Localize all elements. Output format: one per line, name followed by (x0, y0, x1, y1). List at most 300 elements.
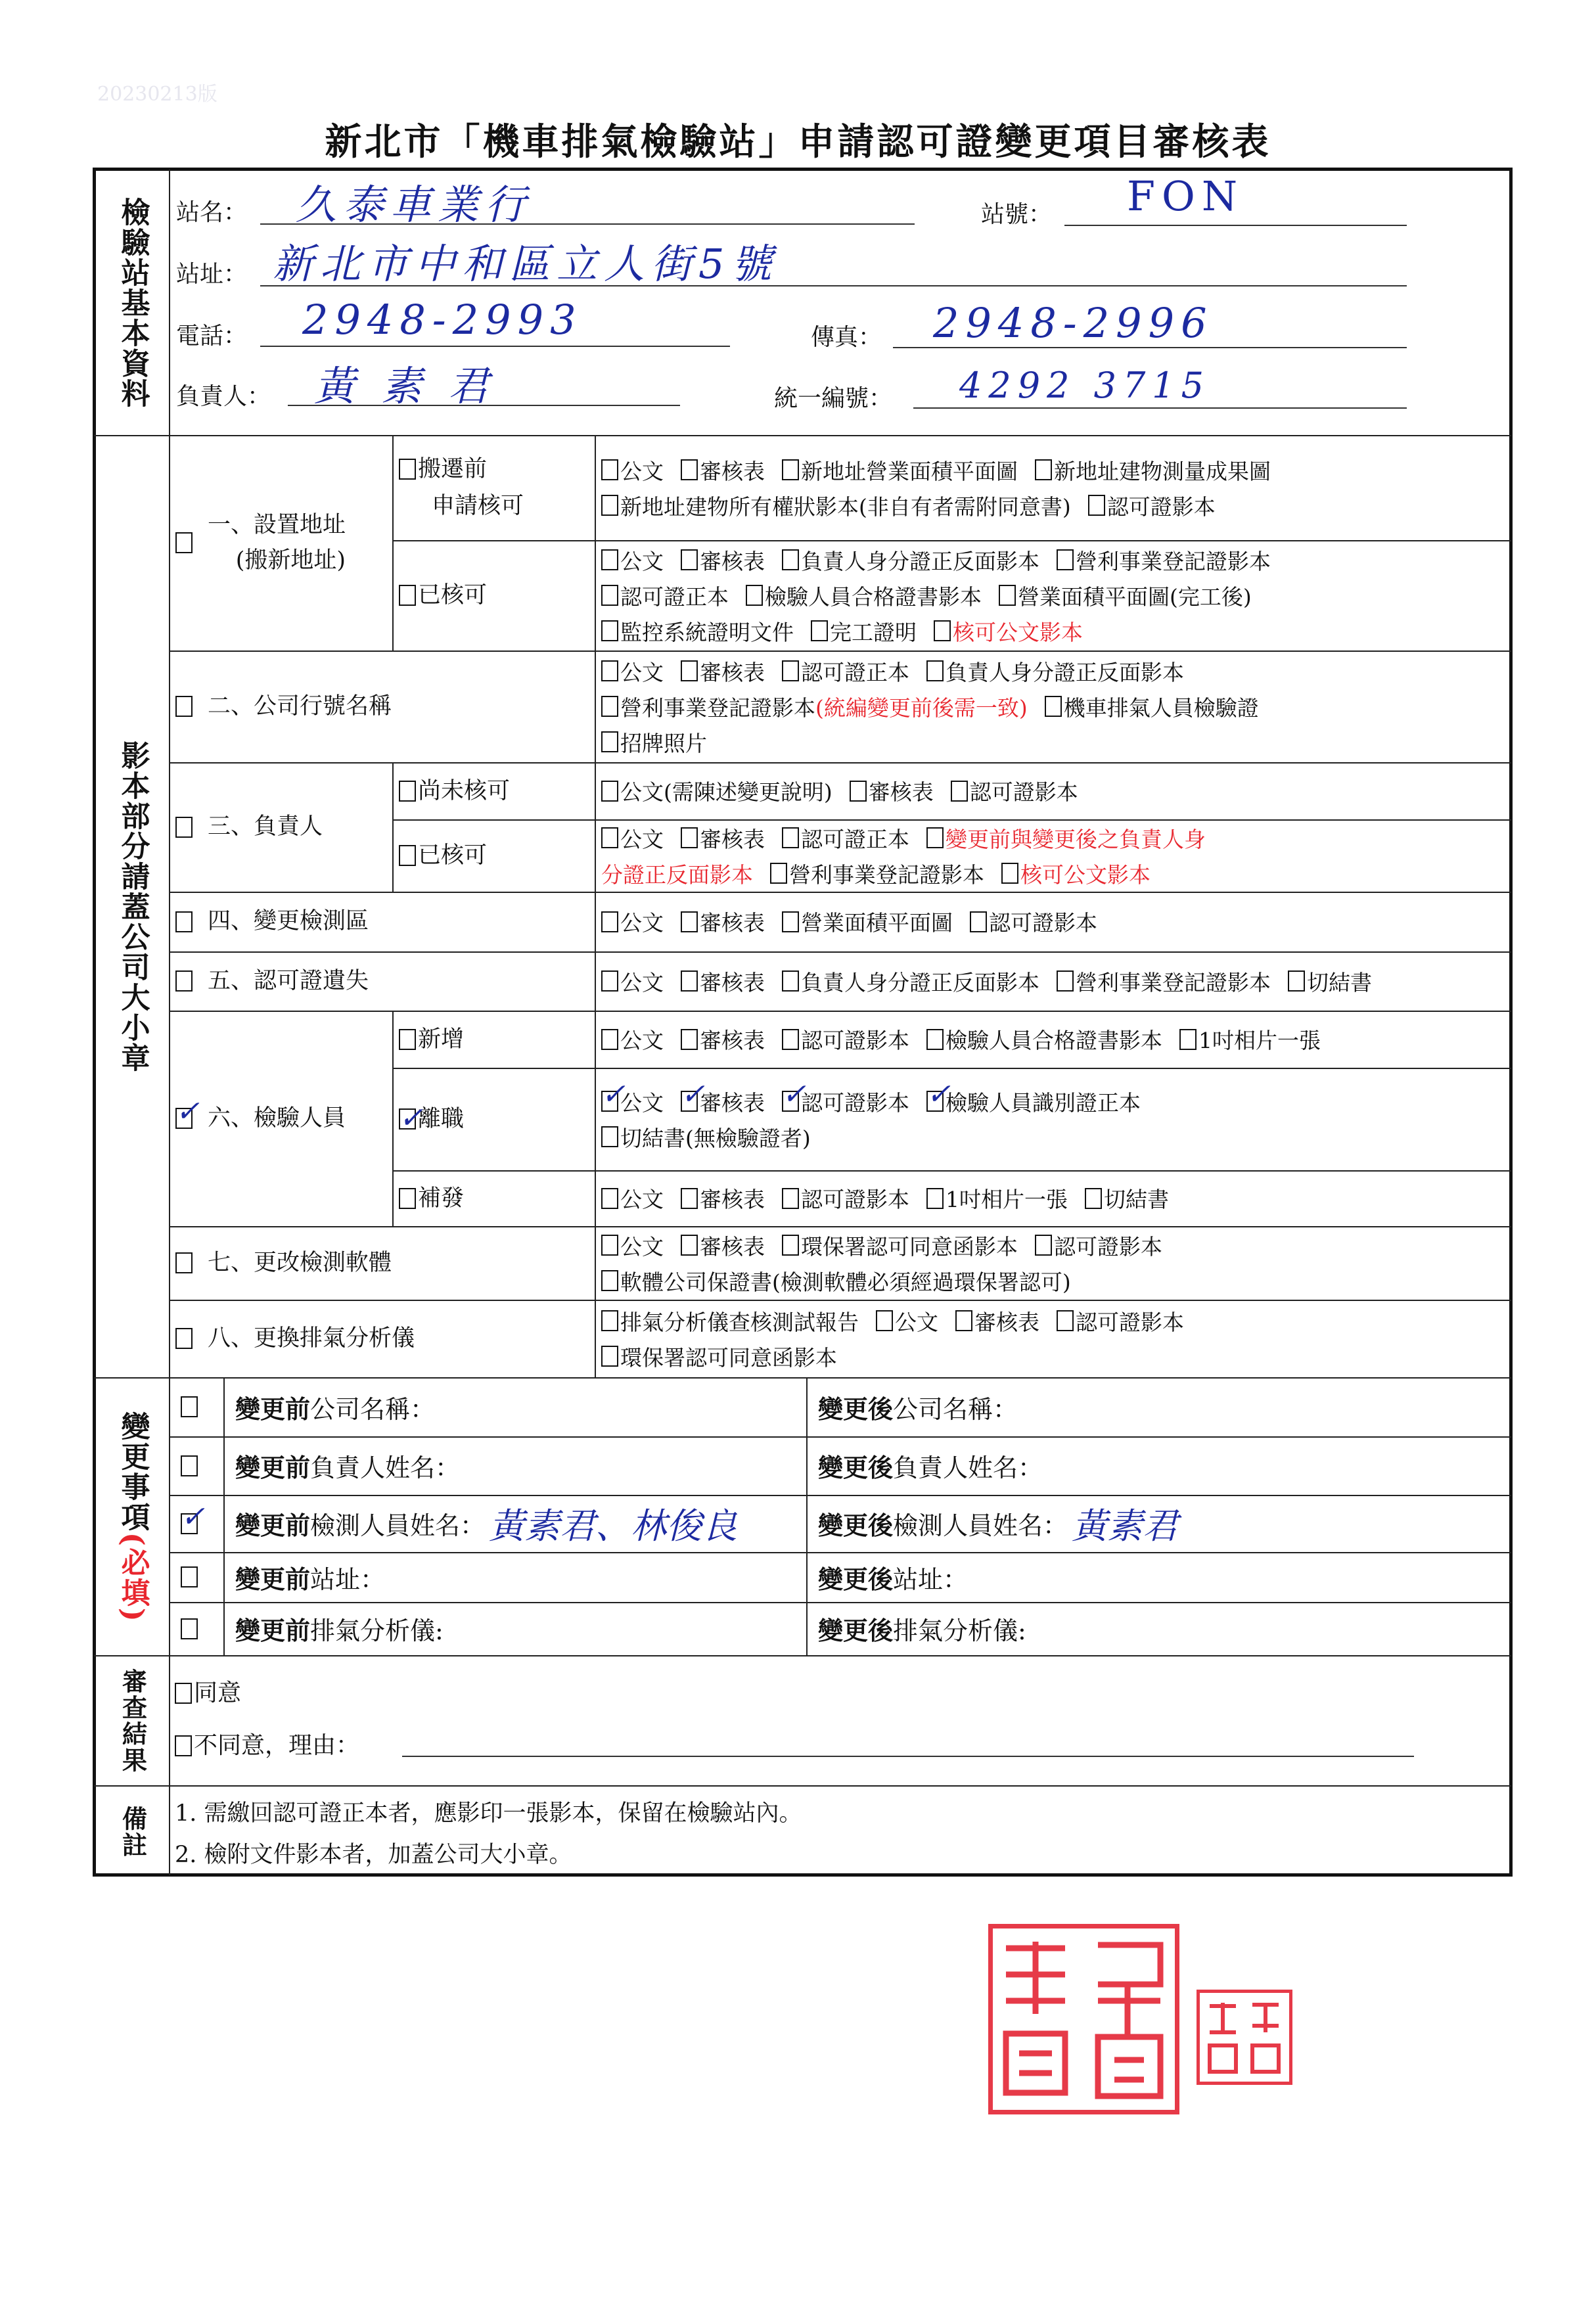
checklist-item-label: 1吋相片一張 (946, 1187, 1068, 1212)
required-label: (必填) (116, 1532, 150, 1623)
change-after-field[interactable] (806, 1552, 1511, 1602)
checklist-item-label: 切結書(無檢驗證者) (620, 1125, 811, 1151)
tax-id-field[interactable]: 4292 3715 (959, 365, 1211, 406)
checklist-item-label: 檢驗人員識別證正本 (946, 1089, 1141, 1116)
checkbox[interactable] (876, 1310, 893, 1331)
checklist-item-label: 檢驗人員合格證書影本 (765, 583, 982, 610)
checklist-item-label: 機車排氣人員檢驗證 (1063, 695, 1259, 721)
checklist-item[interactable] (601, 691, 1028, 722)
checklist-item[interactable] (681, 1024, 765, 1055)
checklist-item[interactable] (681, 1230, 765, 1261)
change-after-label: 站址： (893, 1564, 969, 1594)
checklist-item[interactable] (1179, 1024, 1321, 1055)
checkbox[interactable] (955, 1310, 972, 1331)
agree-option[interactable] (175, 1674, 241, 1708)
checkbox[interactable] (1088, 495, 1105, 516)
checklist-item[interactable] (601, 1306, 859, 1336)
checklist (595, 1300, 1511, 1377)
checklist-item[interactable] (770, 858, 984, 889)
checklist (595, 1011, 1511, 1068)
checkbox[interactable] (601, 620, 618, 641)
checkbox[interactable] (681, 970, 698, 992)
checklist-item[interactable] (926, 656, 1184, 687)
checkbox[interactable] (1057, 970, 1074, 992)
station-name-field[interactable]: 久泰車業行 (296, 181, 533, 229)
sub-checkbox[interactable] (399, 1029, 416, 1050)
checklist-line (601, 488, 1511, 523)
row-label-line: 七、更改檢測軟體 (208, 1249, 392, 1276)
checklist-item-label: 新地址建物所有權狀影本(非自有者需附同意書) (620, 493, 1071, 520)
checkbox[interactable] (681, 1235, 698, 1256)
checklist-item-label: 變更前與變更後之負責人身 (946, 826, 1206, 852)
checklist-item[interactable] (926, 1024, 1162, 1055)
change-after-field[interactable] (806, 1377, 1511, 1436)
checklist-item[interactable] (1035, 455, 1271, 486)
section-label-basic: 檢驗站基本資料 (116, 197, 150, 409)
checklist-item-label: 負責人身分證正反面影本 (801, 548, 1039, 574)
checklist-item-label: 公文 (620, 969, 664, 995)
disagree-option[interactable] (175, 1727, 359, 1760)
checklist-line (601, 820, 1511, 856)
disagree-checkbox[interactable] (175, 1735, 192, 1756)
sub-option[interactable] (392, 1068, 595, 1170)
change-before-field[interactable] (223, 1436, 806, 1495)
checklist (595, 435, 1511, 540)
checklist-item[interactable] (601, 580, 729, 611)
doc-row-3[interactable] (169, 762, 392, 892)
checklist-item[interactable] (1288, 966, 1372, 997)
checklist-item[interactable] (782, 1230, 1018, 1261)
sub-checkbox[interactable] (399, 459, 416, 480)
change-row-checkbox-cell[interactable] (169, 1552, 223, 1602)
checklist-item[interactable] (601, 1024, 664, 1055)
checkbox[interactable] (601, 585, 618, 606)
row-label-line: 六、檢驗人員 (208, 1105, 346, 1131)
checklist-item-label: 審核表 (700, 1233, 765, 1260)
checklist-item-label: 認可證影本 (1054, 1233, 1162, 1260)
sub-option-line (399, 1021, 595, 1058)
checklist-item-label: 切結書 (1104, 1187, 1169, 1212)
sub-option-label: 離職 (418, 1106, 465, 1132)
checkbox[interactable] (681, 660, 698, 681)
row-label-line: 五、認可證遺失 (208, 967, 369, 994)
checklist-item[interactable] (811, 616, 917, 647)
checkbox[interactable] (601, 827, 618, 848)
checklist-item[interactable] (601, 1266, 1071, 1296)
checkbox[interactable] (850, 781, 867, 802)
sub-option[interactable] (392, 762, 595, 819)
checkbox[interactable] (601, 731, 618, 752)
checkbox[interactable] (926, 1188, 944, 1209)
section-label-copies: 影本部分請蓋公司大小章 (116, 741, 150, 1073)
checkbox[interactable] (681, 549, 698, 570)
row-checkbox[interactable] (175, 817, 193, 838)
checkbox[interactable] (782, 827, 799, 848)
checkbox[interactable] (601, 1235, 618, 1256)
row-checkbox[interactable] (175, 911, 193, 932)
checklist-item-label: 營利事業登記證影本 (1076, 548, 1271, 574)
checkbox[interactable] (782, 911, 799, 932)
checkbox[interactable] (681, 1029, 698, 1050)
row-label (208, 1245, 392, 1281)
checklist-item-label: 負責人身分證正反面影本 (946, 659, 1184, 685)
checklist (595, 1068, 1511, 1170)
checklist-item-label: 認可證正本 (801, 826, 909, 852)
checkbox[interactable] (746, 585, 763, 606)
station-no-label: 站號： (981, 201, 1053, 228)
disagree-label: 不同意，理由： (194, 1732, 360, 1759)
checklist-item[interactable] (601, 545, 664, 576)
checklist (595, 1226, 1511, 1300)
checklist-item[interactable] (601, 727, 707, 758)
checkbox[interactable] (782, 660, 799, 681)
change-row-checkbox-cell[interactable] (169, 1602, 223, 1655)
change-after-label: 負責人姓名： (893, 1453, 1043, 1482)
checklist-line (601, 578, 1511, 613)
checklist-item[interactable] (970, 906, 1097, 937)
checkbox[interactable] (782, 1091, 799, 1112)
note-1: 1. 需繳回認可證正本者，應影印一張影本，保留在檢驗站內。 (175, 1800, 802, 1827)
change-checkbox[interactable] (181, 1566, 198, 1587)
checklist-item[interactable] (782, 823, 909, 854)
change-before-prefix: 變更前 (235, 1511, 311, 1540)
change-after-prefix: 變更後 (818, 1394, 894, 1424)
checklist-item[interactable] (782, 1183, 909, 1214)
change-checkbox[interactable] (181, 1396, 198, 1417)
row-checkbox[interactable] (175, 1108, 193, 1129)
doc-row-2[interactable] (169, 650, 595, 762)
change-before-label: 排氣分析儀: (310, 1616, 444, 1645)
checklist-item[interactable] (1085, 1183, 1169, 1214)
row-checkbox[interactable] (175, 1328, 193, 1349)
row-label-line: 三、負責人 (208, 813, 323, 840)
sub-option[interactable] (392, 435, 595, 540)
change-row-checkbox-cell[interactable] (169, 1377, 223, 1436)
checklist-item-label: 審核表 (700, 1028, 765, 1053)
checkbox[interactable] (934, 620, 951, 641)
checklist-item[interactable] (601, 1086, 664, 1117)
checklist-item[interactable] (926, 1183, 1068, 1214)
change-before-field[interactable] (223, 1552, 806, 1602)
checklist-item[interactable] (926, 823, 1206, 854)
checkbox[interactable] (1045, 696, 1062, 717)
checkbox[interactable] (601, 1310, 618, 1331)
checkbox[interactable] (926, 1091, 944, 1112)
checklist-item[interactable] (926, 1086, 1141, 1117)
sub-option-label: 已核可 (418, 842, 488, 869)
row-label-line: (搬新地址) (235, 547, 346, 574)
phone-field[interactable]: 2948-2993 (302, 296, 583, 344)
checklist-item-label: 公文 (620, 1233, 664, 1260)
change-row-checkbox-cell[interactable] (169, 1495, 223, 1552)
sub-checkbox[interactable] (399, 845, 416, 866)
checkbox[interactable] (782, 1235, 799, 1256)
doc-row-5[interactable] (169, 951, 595, 1011)
checkbox[interactable] (601, 1029, 618, 1050)
checkbox[interactable] (926, 660, 944, 681)
checklist-item[interactable] (1001, 858, 1151, 889)
checklist-line (601, 1263, 1511, 1298)
row-checkbox[interactable] (175, 532, 193, 553)
checklist-item-label: 核可公文影本 (953, 619, 1083, 645)
change-checkbox[interactable] (181, 1618, 198, 1639)
checklist-item[interactable] (601, 775, 832, 806)
doc-row-1[interactable] (169, 435, 392, 650)
checklist-line (601, 1181, 1511, 1216)
checklist (595, 650, 1511, 762)
checklist-item[interactable] (1057, 966, 1271, 997)
agree-checkbox[interactable] (175, 1683, 192, 1704)
change-after-field[interactable] (806, 1436, 1511, 1495)
sub-checkbox[interactable] (399, 1188, 416, 1209)
checkbox[interactable] (601, 1126, 618, 1147)
checklist-item[interactable] (876, 1306, 938, 1336)
checklist-item[interactable] (934, 616, 1083, 647)
sub-option[interactable] (392, 1170, 595, 1226)
sub-option-label: 已核可 (418, 582, 488, 608)
sub-option-label: 搬遷前 (418, 456, 488, 482)
checklist-item-label: 公文 (620, 458, 664, 484)
checklist-item[interactable] (1035, 1230, 1162, 1261)
checkbox[interactable] (601, 1346, 618, 1367)
address-label: 站址： (176, 261, 248, 288)
checkbox[interactable] (1288, 970, 1305, 992)
checkbox[interactable] (601, 970, 618, 992)
checklist-item-label: 審核表 (700, 458, 765, 484)
change-before-label: 公司名稱： (310, 1394, 436, 1424)
row-label (208, 1321, 415, 1356)
checklist-item-label: 營利事業登記證影本 (789, 861, 984, 888)
checklist-item-label: 排氣分析儀查核測試報告 (620, 1309, 859, 1335)
checklist-item[interactable] (601, 490, 1071, 521)
checkbox[interactable] (681, 827, 698, 848)
checklist-item[interactable] (782, 656, 909, 687)
row-checkbox[interactable] (175, 970, 193, 992)
checklist-item-label: 認可證影本 (801, 1089, 909, 1116)
checklist-item-label: 公文 (620, 659, 664, 685)
owner-field[interactable]: 黃素君 (314, 362, 516, 410)
sub-option-line (399, 1101, 595, 1137)
checkbox[interactable] (999, 585, 1016, 606)
checkbox[interactable] (681, 911, 698, 932)
checklist-item[interactable] (601, 1122, 811, 1152)
change-before-label: 檢測人員姓名： (310, 1511, 486, 1540)
checkbox[interactable] (770, 863, 787, 884)
checkbox[interactable] (1035, 459, 1052, 480)
checkbox[interactable] (782, 1029, 799, 1050)
checklist-item[interactable] (955, 1306, 1039, 1336)
checklist-item[interactable] (601, 966, 664, 997)
checklist-line (601, 1303, 1511, 1338)
checkbox[interactable] (601, 549, 618, 570)
change-after-prefix: 變更後 (818, 1616, 894, 1645)
checklist-item[interactable] (681, 455, 765, 486)
change-before-field[interactable] (223, 1602, 806, 1655)
checklist-item[interactable] (782, 966, 1039, 997)
checklist-item-label: 公文 (620, 1089, 664, 1116)
checklist (595, 951, 1511, 1011)
checklist-line (601, 963, 1511, 999)
checklist-item[interactable] (1057, 1306, 1184, 1336)
checkbox[interactable] (782, 549, 799, 570)
reason-field[interactable] (402, 1756, 1414, 1757)
checklist-item[interactable] (601, 823, 664, 854)
changes-label: 變更事項 (116, 1411, 150, 1532)
sub-option[interactable] (392, 819, 595, 892)
checklist-item-label: 審核表 (700, 1089, 765, 1116)
checkbox[interactable] (811, 620, 828, 641)
checklist-item-label: 認可證影本 (969, 779, 1078, 805)
sub-option[interactable] (392, 1011, 595, 1068)
checklist-item[interactable] (601, 455, 664, 486)
checklist-item[interactable] (601, 616, 794, 647)
row-label-line: 一、設置地址 (208, 511, 346, 538)
doc-row-4[interactable] (169, 892, 595, 951)
checklist-item[interactable] (951, 775, 1078, 806)
section-label-changes (96, 1379, 169, 1655)
checkbox[interactable] (782, 459, 799, 480)
checkbox[interactable] (681, 1091, 698, 1112)
checkbox[interactable] (601, 1270, 618, 1291)
checkbox[interactable] (601, 696, 618, 717)
change-after-value: 黃素君 (1072, 1505, 1179, 1547)
change-before-prefix: 變更前 (235, 1616, 311, 1645)
row-label (208, 809, 323, 844)
change-after-label: 檢測人員姓名： (893, 1511, 1068, 1540)
checklist-item[interactable] (601, 1183, 664, 1214)
checkbox[interactable] (970, 911, 987, 932)
checkbox[interactable] (782, 1188, 799, 1209)
sub-checkbox[interactable] (399, 781, 416, 802)
checklist-item[interactable] (1088, 490, 1216, 521)
checklist-item-label: 公文 (620, 548, 664, 574)
checkbox[interactable] (1057, 1310, 1074, 1331)
sub-checkbox[interactable] (399, 1108, 416, 1130)
checklist-item[interactable] (1045, 691, 1259, 722)
checkbox[interactable] (681, 459, 698, 480)
change-row-checkbox-cell[interactable] (169, 1436, 223, 1495)
checklist-item[interactable] (601, 906, 664, 937)
sub-option-label: 申請核可 (432, 493, 524, 519)
checkbox[interactable] (601, 1188, 618, 1209)
tax-id-label: 統一編號： (774, 385, 893, 412)
sub-checkbox[interactable] (399, 585, 416, 606)
checklist-item[interactable] (999, 580, 1252, 611)
change-after-field[interactable] (806, 1602, 1511, 1655)
checklist-item-label: 軟體公司保證書(檢測軟體必須經過環保署認可) (620, 1269, 1071, 1295)
checklist-item-note: (統編變更前後需一致) (815, 695, 1028, 721)
checklist-item[interactable] (782, 1024, 909, 1055)
row-checkbox[interactable] (175, 696, 193, 717)
checkbox[interactable] (1057, 549, 1074, 570)
checklist-item-label: 審核表 (700, 910, 765, 936)
change-after-prefix: 變更後 (818, 1453, 894, 1482)
checkbox[interactable] (601, 495, 618, 516)
checklist-item-label: 新地址營業面積平面圖 (801, 458, 1018, 484)
checkbox[interactable] (601, 660, 618, 681)
section-label-notes: 備註 (118, 1805, 148, 1858)
checkbox[interactable] (1035, 1235, 1052, 1256)
checklist-item-label: 審核表 (700, 1187, 765, 1212)
station-no-field[interactable]: FON (1127, 172, 1244, 220)
checkbox[interactable] (926, 827, 944, 848)
checkbox[interactable] (926, 1029, 944, 1050)
checklist-item[interactable] (681, 1086, 765, 1117)
checklist-item-label: 審核表 (974, 1309, 1039, 1335)
doc-row-7[interactable] (169, 1226, 595, 1300)
checklist-item-label: 公文(需陳述變更說明) (620, 779, 832, 805)
checklist-item-label: 認可證正本 (620, 583, 729, 610)
fax-field[interactable]: 2948-2996 (933, 299, 1214, 347)
row-checkbox[interactable] (175, 1252, 193, 1273)
checkbox[interactable] (601, 459, 618, 480)
checklist-item[interactable] (782, 906, 953, 937)
checkbox[interactable] (601, 911, 618, 932)
checkbox[interactable] (1001, 863, 1018, 884)
checkbox[interactable] (681, 1188, 698, 1209)
checklist-item[interactable] (681, 545, 765, 576)
doc-row-8[interactable] (169, 1300, 595, 1377)
checklist-item[interactable] (601, 656, 664, 687)
change-checkbox[interactable] (181, 1513, 198, 1534)
checklist-item[interactable] (681, 966, 765, 997)
checkbox[interactable] (601, 1091, 618, 1112)
checklist-item-label: 營業面積平面圖(完工後) (1018, 583, 1252, 610)
checklist-item[interactable] (681, 823, 765, 854)
checklist-item-label: 環保署認可同意函影本 (801, 1233, 1018, 1260)
checklist-item[interactable] (782, 1086, 909, 1117)
change-after-field[interactable] (806, 1495, 1511, 1552)
checklist-item[interactable] (601, 858, 753, 889)
checkbox[interactable] (601, 781, 618, 802)
change-after-label: 公司名稱： (893, 1394, 1018, 1424)
row-label-line: 二、公司行號名稱 (208, 693, 392, 719)
change-checkbox[interactable] (181, 1455, 198, 1476)
sub-option[interactable] (392, 540, 595, 650)
fax-label: 傳真： (811, 324, 882, 351)
address-field[interactable]: 新北市中和區立人街5號 (273, 240, 779, 288)
row-label-line: 八、更換排氣分析儀 (208, 1325, 415, 1352)
change-before-prefix: 變更前 (235, 1564, 311, 1594)
sub-option-line (399, 451, 595, 488)
checklist-item-label: 負責人身分證正反面影本 (801, 969, 1039, 995)
checklist-item[interactable] (782, 455, 1018, 486)
checklist-item[interactable] (601, 1341, 837, 1372)
checkbox[interactable] (782, 970, 799, 992)
checklist-item[interactable] (746, 580, 982, 611)
checklist-item[interactable] (601, 1230, 664, 1261)
checklist-item-label: 切結書 (1307, 969, 1372, 995)
checklist-item[interactable] (681, 1183, 765, 1214)
change-before-field[interactable] (223, 1377, 806, 1436)
checklist-item[interactable] (850, 775, 934, 806)
checklist-item-label: 認可證正本 (801, 659, 909, 685)
checklist-item[interactable] (1057, 545, 1271, 576)
checklist-item[interactable] (681, 906, 765, 937)
checklist-item[interactable] (782, 545, 1039, 576)
checkbox[interactable] (951, 781, 968, 802)
row-label (208, 689, 392, 724)
owner-seal-stamp (1197, 1990, 1292, 2085)
change-before-field[interactable] (223, 1495, 806, 1552)
row-label (208, 507, 346, 579)
checkbox[interactable] (1085, 1188, 1102, 1209)
doc-row-6[interactable] (169, 1011, 392, 1226)
checklist-item[interactable] (681, 656, 765, 687)
change-before-value: 黃素君、林俊良 (489, 1505, 738, 1547)
checkbox[interactable] (1179, 1029, 1197, 1050)
checklist-item-label: 新地址建物測量成果圖 (1054, 458, 1271, 484)
